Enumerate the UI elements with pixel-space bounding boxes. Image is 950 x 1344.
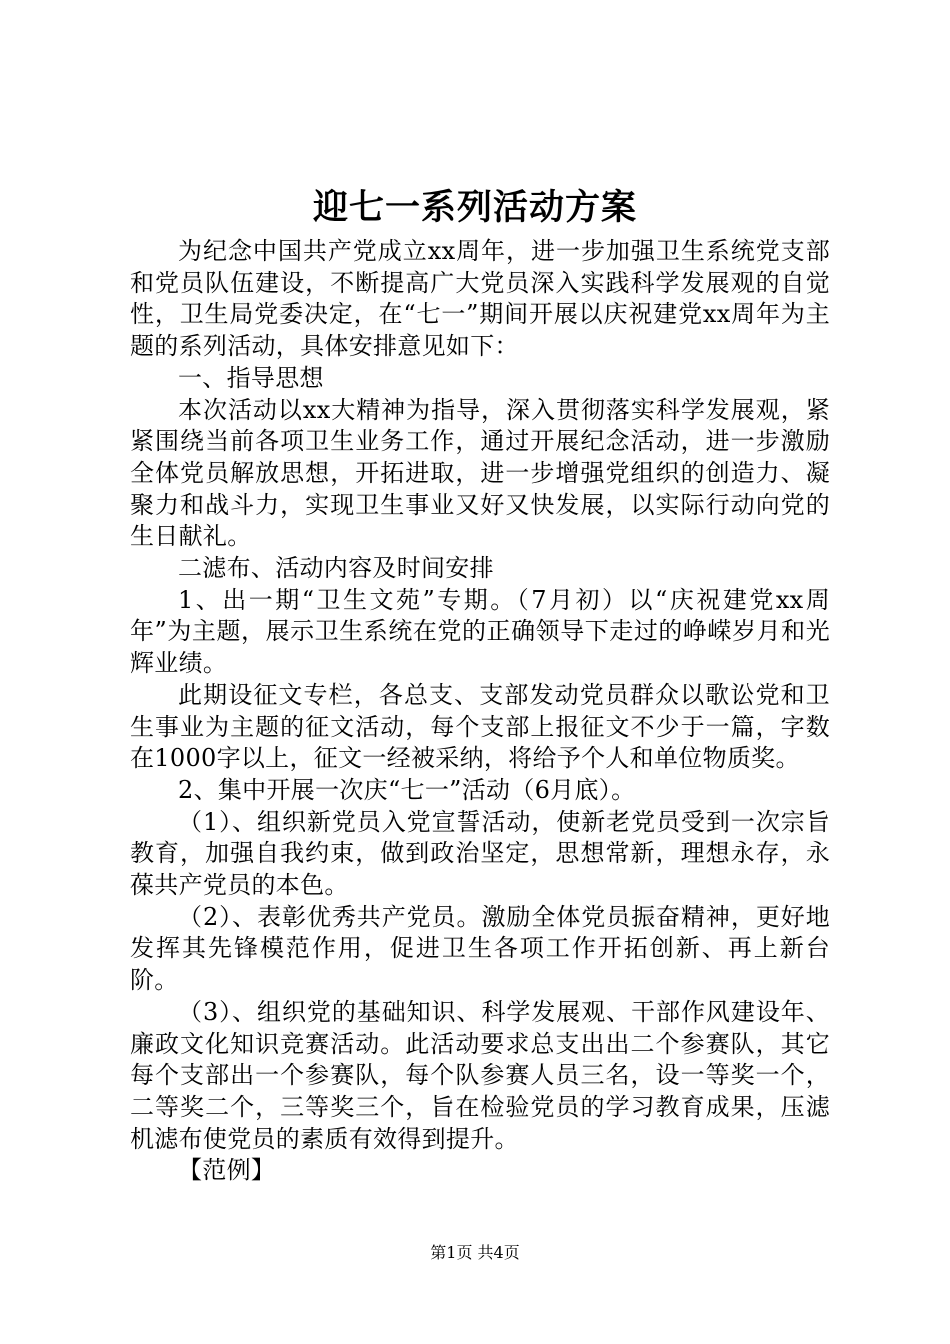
paragraph-item-1: 1、出一期“卫生文苑”专期。（7月初）以“庆祝建党xx周年”为主题，展示卫生系统在党的正确领导下走过的峥嵘岁月和光辉业绩。 [130,585,830,678]
document-title: 迎七一系列活动方案 [312,187,637,228]
section-heading-activities: 二滤布、活动内容及时间安排 [178,554,494,583]
paragraph-essay-column: 此期设征文专栏，各总支、支部发动党员群众以歌讼党和卫生事业为主题的征文活动，每个支部上报征文不少于一篇，字数在1000字以上，征文一经被采纳，将给予个人和单位物质奖。 [130,680,830,773]
paragraph-subitem-2: （2）、表彰优秀共产党员。激励全体党员振奋精神，更好地发挥其先锋模范作用，促进卫生各项工作开拓创新、再上新台阶。 [130,902,830,995]
paragraph-item-2: 2、集中开展一次庆“七一”活动（6月底）。 [178,775,636,804]
paragraph-intro: 为纪念中国共产党成立xx周年，进一步加强卫生系统党支部和党员队伍建设，不断提高广大党员深入实践科学发展观的自觉性，卫生局党委决定，在“七一”期间开展以庆祝建党xx周年为主题的系列活动，具体安排意见如下： [130,237,830,361]
paragraph-subitem-3: （3）、组织党的基础知识、科学发展观、干部作风建设年、廉政文化知识竞赛活动。此活动要求总支出出二个参赛队，其它每个支部出一个参赛队，每个队参赛人员三名，设一等奖一个，二等奖二个，三等奖三个，旨在检验党员的学习教育成果，压滤机滤布使党员的素质有效得到提升。 [130,997,830,1153]
paragraph-guiding-thought: 本次活动以xx大精神为指导，深入贯彻落实科学发展观，紧紧围绕当前各项卫生业务工作，通过开展纪念活动，进一步激励全体党员解放思想，开拓进取，进一步增强党组织的创造力、凝聚力和战斗力，实现卫生事业又好又快发展，以实际行动向党的生日献礼。 [130,395,830,551]
document-body [130,236,830,1187]
page-footer: 第1页 共4页 [430,1243,520,1262]
section-heading-guiding-thought: 一、指导思想 [178,363,324,392]
paragraph-example-label: 【范例】 [178,1156,276,1185]
paragraph-subitem-1: （1）、组织新党员入党宣誓活动，使新老党员受到一次宗旨教育，加强自我约束，做到政治坚定，思想常新，理想永存，永葆共产党员的本色。 [130,807,830,900]
